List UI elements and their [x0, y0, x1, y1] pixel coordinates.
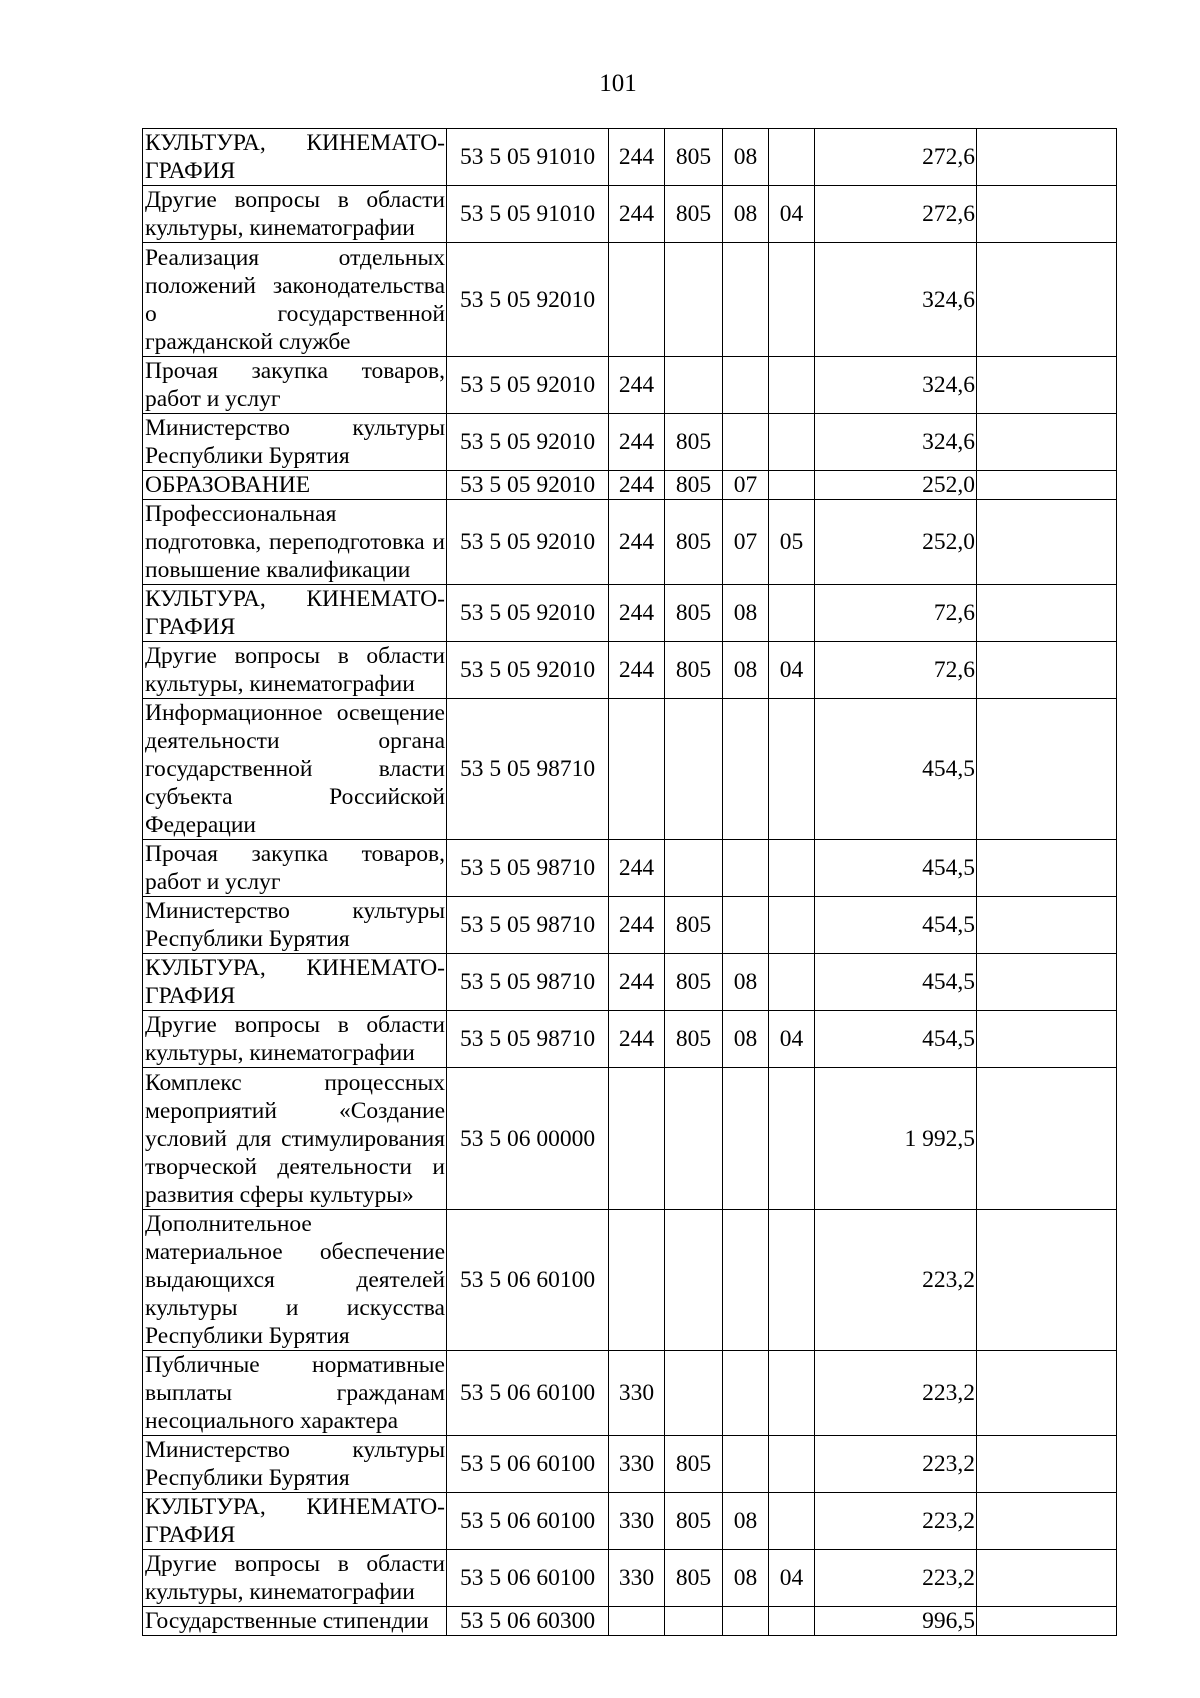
ministry-code: 805 — [665, 129, 723, 186]
row-name: Министерство культуры Республики Бурятия — [143, 897, 447, 954]
table-row — [143, 642, 1117, 699]
amount: 454,5 — [815, 897, 977, 954]
row-name: Другие вопросы в области культуры, кинематографии — [143, 1011, 447, 1068]
section: 08 — [723, 585, 769, 642]
page-number: 101 — [599, 70, 637, 97]
target-code: 53 5 05 92010 — [447, 500, 609, 585]
section: 08 — [723, 186, 769, 243]
expense-type: 244 — [609, 471, 665, 500]
row-name: Профессиональная подготовка, переподготовка и повышение квалификации — [143, 500, 447, 585]
amount: 72,6 — [815, 585, 977, 642]
table-row — [143, 699, 1117, 840]
ministry-code — [665, 1210, 723, 1351]
row-name: КУЛЬТУРА, КИНЕМАТО-ГРАФИЯ — [143, 954, 447, 1011]
table-row — [143, 471, 1117, 500]
subsection — [769, 1351, 815, 1436]
ministry-code — [665, 1068, 723, 1210]
row-name: Другие вопросы в области культуры, кинематографии — [143, 1550, 447, 1607]
section — [723, 414, 769, 471]
expense-type: 244 — [609, 1011, 665, 1068]
subsection: 04 — [769, 642, 815, 699]
target-code: 53 5 06 60100 — [447, 1210, 609, 1351]
row-name: Комплекс процессных мероприятий «Создание условий для стимулирования творческой деятельности и развития сферы культуры» — [143, 1068, 447, 1210]
expense-type — [609, 1607, 665, 1636]
ministry-code: 805 — [665, 500, 723, 585]
amount: 252,0 — [815, 471, 977, 500]
target-code: 53 5 06 00000 — [447, 1068, 609, 1210]
target-code: 53 5 05 98710 — [447, 840, 609, 897]
amount: 272,6 — [815, 129, 977, 186]
extra-cell — [977, 585, 1117, 642]
table-row — [143, 414, 1117, 471]
extra-cell — [977, 1607, 1117, 1636]
ministry-code — [665, 243, 723, 357]
target-code: 53 5 05 92010 — [447, 585, 609, 642]
amount: 1 992,5 — [815, 1068, 977, 1210]
subsection — [769, 1436, 815, 1493]
ministry-code — [665, 840, 723, 897]
extra-cell — [977, 1550, 1117, 1607]
amount: 454,5 — [815, 1011, 977, 1068]
extra-cell — [977, 1351, 1117, 1436]
row-name: КУЛЬТУРА, КИНЕМАТО-ГРАФИЯ — [143, 585, 447, 642]
expense-type: 244 — [609, 585, 665, 642]
table-body — [143, 129, 1117, 1636]
section — [723, 1351, 769, 1436]
row-name: КУЛЬТУРА, КИНЕМАТО-ГРАФИЯ — [143, 129, 447, 186]
ministry-code — [665, 699, 723, 840]
ministry-code — [665, 357, 723, 414]
ministry-code: 805 — [665, 585, 723, 642]
expense-type: 330 — [609, 1493, 665, 1550]
amount: 996,5 — [815, 1607, 977, 1636]
target-code: 53 5 06 60100 — [447, 1436, 609, 1493]
section — [723, 1210, 769, 1351]
extra-cell — [977, 699, 1117, 840]
row-name: Дополнительное материальное обеспечение выдающихся деятелей культуры и искусства Республики Бурятия — [143, 1210, 447, 1351]
expense-type — [609, 1068, 665, 1210]
subsection — [769, 471, 815, 500]
subsection: 05 — [769, 500, 815, 585]
table-row — [143, 840, 1117, 897]
ministry-code: 805 — [665, 471, 723, 500]
table-row — [143, 357, 1117, 414]
target-code: 53 5 05 92010 — [447, 357, 609, 414]
subsection: 04 — [769, 1550, 815, 1607]
section — [723, 840, 769, 897]
expense-type: 244 — [609, 897, 665, 954]
extra-cell — [977, 897, 1117, 954]
subsection — [769, 1068, 815, 1210]
table-row — [143, 585, 1117, 642]
expense-type: 244 — [609, 357, 665, 414]
target-code: 53 5 05 98710 — [447, 954, 609, 1011]
extra-cell — [977, 840, 1117, 897]
expense-type — [609, 1210, 665, 1351]
expense-type: 244 — [609, 500, 665, 585]
table-row — [143, 1210, 1117, 1351]
target-code: 53 5 05 92010 — [447, 471, 609, 500]
row-name: Другие вопросы в области культуры, кинематографии — [143, 186, 447, 243]
extra-cell — [977, 129, 1117, 186]
target-code: 53 5 06 60100 — [447, 1493, 609, 1550]
extra-cell — [977, 357, 1117, 414]
subsection: 04 — [769, 1011, 815, 1068]
amount: 72,6 — [815, 642, 977, 699]
amount: 223,2 — [815, 1351, 977, 1436]
expense-type: 330 — [609, 1351, 665, 1436]
table-row — [143, 1493, 1117, 1550]
extra-cell — [977, 243, 1117, 357]
expense-type: 244 — [609, 129, 665, 186]
row-name: Реализация отдельных положений законодательства о государственной гражданской службе — [143, 243, 447, 357]
extra-cell — [977, 500, 1117, 585]
expense-type: 244 — [609, 414, 665, 471]
ministry-code: 805 — [665, 1550, 723, 1607]
section — [723, 243, 769, 357]
extra-cell — [977, 414, 1117, 471]
subsection — [769, 897, 815, 954]
amount: 324,6 — [815, 357, 977, 414]
target-code: 53 5 05 98710 — [447, 1011, 609, 1068]
table-row — [143, 1550, 1117, 1607]
target-code: 53 5 06 60300 — [447, 1607, 609, 1636]
table-row — [143, 129, 1117, 186]
section — [723, 1436, 769, 1493]
subsection — [769, 699, 815, 840]
ministry-code: 805 — [665, 897, 723, 954]
row-name: Прочая закупка товаров, работ и услуг — [143, 357, 447, 414]
table-row — [143, 243, 1117, 357]
section — [723, 897, 769, 954]
row-name: Публичные нормативные выплаты гражданам несоциального характера — [143, 1351, 447, 1436]
subsection — [769, 1607, 815, 1636]
amount: 223,2 — [815, 1493, 977, 1550]
subsection — [769, 840, 815, 897]
row-name: Прочая закупка товаров, работ и услуг — [143, 840, 447, 897]
row-name: Министерство культуры Республики Бурятия — [143, 1436, 447, 1493]
target-code: 53 5 06 60100 — [447, 1351, 609, 1436]
amount: 454,5 — [815, 954, 977, 1011]
table-row — [143, 897, 1117, 954]
amount: 454,5 — [815, 840, 977, 897]
extra-cell — [977, 1068, 1117, 1210]
expense-type — [609, 699, 665, 840]
extra-cell — [977, 642, 1117, 699]
ministry-code — [665, 1351, 723, 1436]
expense-type: 330 — [609, 1550, 665, 1607]
table-row — [143, 1011, 1117, 1068]
amount: 454,5 — [815, 699, 977, 840]
target-code: 53 5 05 91010 — [447, 186, 609, 243]
expense-type: 244 — [609, 840, 665, 897]
amount: 223,2 — [815, 1550, 977, 1607]
expense-type — [609, 243, 665, 357]
extra-cell — [977, 471, 1117, 500]
ministry-code: 805 — [665, 1493, 723, 1550]
expense-type: 244 — [609, 186, 665, 243]
table-row — [143, 1351, 1117, 1436]
ministry-code: 805 — [665, 642, 723, 699]
extra-cell — [977, 1436, 1117, 1493]
table-row — [143, 1436, 1117, 1493]
target-code: 53 5 05 98710 — [447, 897, 609, 954]
extra-cell — [977, 954, 1117, 1011]
ministry-code — [665, 1607, 723, 1636]
row-name: Информационное освещение деятельности органа государственной власти субъекта Российской Федерации — [143, 699, 447, 840]
table-row — [143, 186, 1117, 243]
amount: 324,6 — [815, 414, 977, 471]
section — [723, 699, 769, 840]
subsection — [769, 129, 815, 186]
amount: 272,6 — [815, 186, 977, 243]
target-code: 53 5 05 92010 — [447, 243, 609, 357]
extra-cell — [977, 186, 1117, 243]
row-name: ОБРАЗОВАНИЕ — [143, 471, 447, 500]
ministry-code: 805 — [665, 954, 723, 1011]
row-name: Другие вопросы в области культуры, кинематографии — [143, 642, 447, 699]
target-code: 53 5 05 92010 — [447, 642, 609, 699]
section: 08 — [723, 1550, 769, 1607]
target-code: 53 5 06 60100 — [447, 1550, 609, 1607]
section: 07 — [723, 471, 769, 500]
ministry-code: 805 — [665, 1436, 723, 1493]
subsection — [769, 243, 815, 357]
extra-cell — [977, 1493, 1117, 1550]
ministry-code: 805 — [665, 414, 723, 471]
section: 08 — [723, 1011, 769, 1068]
subsection — [769, 954, 815, 1011]
subsection — [769, 585, 815, 642]
section — [723, 1607, 769, 1636]
section — [723, 357, 769, 414]
subsection — [769, 1210, 815, 1351]
table-row — [143, 500, 1117, 585]
subsection — [769, 357, 815, 414]
section — [723, 1068, 769, 1210]
row-name: КУЛЬТУРА, КИНЕМАТО-ГРАФИЯ — [143, 1493, 447, 1550]
extra-cell — [977, 1210, 1117, 1351]
subsection: 04 — [769, 186, 815, 243]
row-name: Министерство культуры Республики Бурятия — [143, 414, 447, 471]
row-name: Государственные стипендии — [143, 1607, 447, 1636]
table-row — [143, 954, 1117, 1011]
expense-type: 330 — [609, 1436, 665, 1493]
amount: 324,6 — [815, 243, 977, 357]
target-code: 53 5 05 92010 — [447, 414, 609, 471]
section: 07 — [723, 500, 769, 585]
table-row — [143, 1607, 1117, 1636]
amount: 223,2 — [815, 1210, 977, 1351]
subsection — [769, 1493, 815, 1550]
section: 08 — [723, 1493, 769, 1550]
ministry-code: 805 — [665, 186, 723, 243]
budget-table — [142, 128, 1117, 1636]
extra-cell — [977, 1011, 1117, 1068]
expense-type: 244 — [609, 642, 665, 699]
expense-type: 244 — [609, 954, 665, 1011]
table-row — [143, 1068, 1117, 1210]
section: 08 — [723, 954, 769, 1011]
section: 08 — [723, 642, 769, 699]
target-code: 53 5 05 98710 — [447, 699, 609, 840]
ministry-code: 805 — [665, 1011, 723, 1068]
amount: 223,2 — [815, 1436, 977, 1493]
target-code: 53 5 05 91010 — [447, 129, 609, 186]
amount: 252,0 — [815, 500, 977, 585]
subsection — [769, 414, 815, 471]
section: 08 — [723, 129, 769, 186]
